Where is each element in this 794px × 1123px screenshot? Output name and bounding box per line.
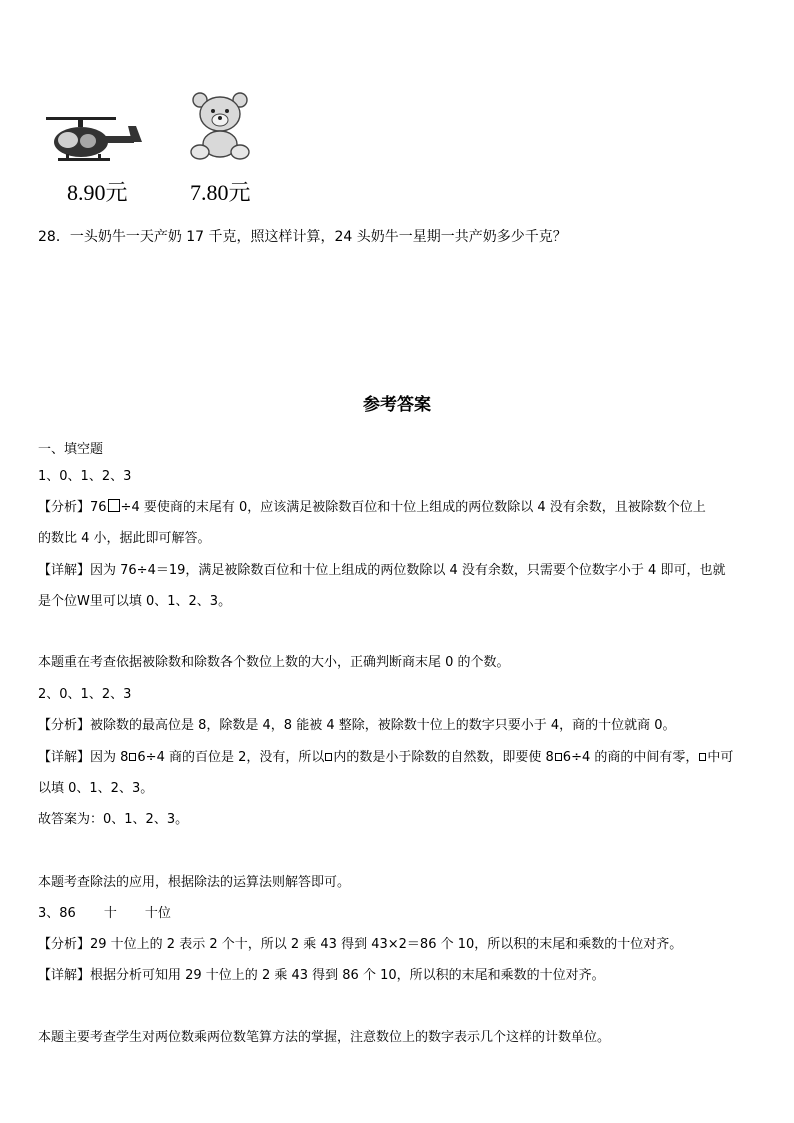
small-box-icon [129,753,136,761]
answer-1-analysis [38,499,706,516]
answer-3-note: 本题主要考查学生对两位数乘两位数笔算方法的掌握，注意数位上的数字表示几个这样的计数单位。 [38,1030,611,1045]
answer-1-head: 1、0、1、2、3 [38,469,132,484]
small-box-icon [699,753,706,761]
blank-box-icon [108,499,120,512]
answer-2-detail-part-4: 6÷4 的商的中间有零， [562,750,699,765]
answer-2-detail-part-5: 中可 [707,750,734,765]
small-box-icon [325,753,332,761]
answer-2-head: 2、0、1、2、3 [38,687,132,702]
answer-2-detail-cont: 以填 0、1、2、3。 [38,781,154,796]
answer-2-note: 本题考查除法的应用，根据除法的运算法则解答即可。 [38,875,351,890]
question-28: 28．一头奶牛一天产奶 17 千克，照这样计算，24 头奶牛一星期一共产奶多少千克？ [38,229,567,245]
answer-2-detail [38,750,733,766]
answer-2-detail-part-1: 【详解】因为 8 [38,750,129,765]
teddy-bear-price: 7.80元 [190,180,251,205]
answer-3-head [38,906,171,922]
answer-3-analysis: 【分析】29 十位上的 2 表示 2 个十，所以 2 乘 43 得到 43×2＝86 个 10，所以积的末尾和乘数的十位对齐。 [38,937,683,952]
answer-1-detail-cont: 是个位W里可以填 0、1、2、3。 [38,594,232,609]
answer-1-analysis-part-b: ÷4 要使商的末尾有 0，应该满足被除数百位和十位上组成的两位数除以 4 没有余数，且被除数个位上 [120,500,706,515]
answers-title: 参考答案 [363,395,431,415]
answer-3-term-1: 十 [103,906,117,921]
answer-2-detail-part-2: 6÷4 商的百位是 2，没有，所以 [137,750,325,765]
answer-1-analysis-part-a: 【分析】76 [38,500,107,515]
answer-3-term-2: 十位 [144,906,171,921]
teddy-bear-icon [186,90,258,162]
small-box-icon [555,753,562,761]
helicopter-price: 8.90元 [67,180,128,205]
answer-1-detail: 【详解】因为 76÷4＝19，满足被除数百位和十位上组成的两位数除以 4 没有余数，只需要个位数字小于 4 即可，也就 [38,563,726,578]
answer-1-note: 本题重在考查依据被除数和除数各个数位上数的大小，正确判断商末尾 0 的个数。 [38,655,510,670]
answer-2-detail-part-3: 内的数是小于除数的自然数，即要使 8 [333,750,554,765]
answer-2-analysis: 【分析】被除数的最高位是 8，除数是 4，8 能被 4 整除，被除数十位上的数字只要小于 4，商的十位就商 0。 [38,718,676,733]
answer-1-analysis-cont: 的数比 4 小，据此即可解答。 [38,531,211,546]
answer-3-number: 3、86 [38,906,76,921]
answer-3-detail: 【详解】根据分析可知用 29 十位上的 2 乘 43 得到 86 个 10，所以积的末尾和乘数的十位对齐。 [38,968,605,983]
answer-2-conclusion: 故答案为：0、1、2、3。 [38,812,189,827]
helicopter-icon [44,112,148,168]
section-heading: 一、填空题 [38,442,104,457]
